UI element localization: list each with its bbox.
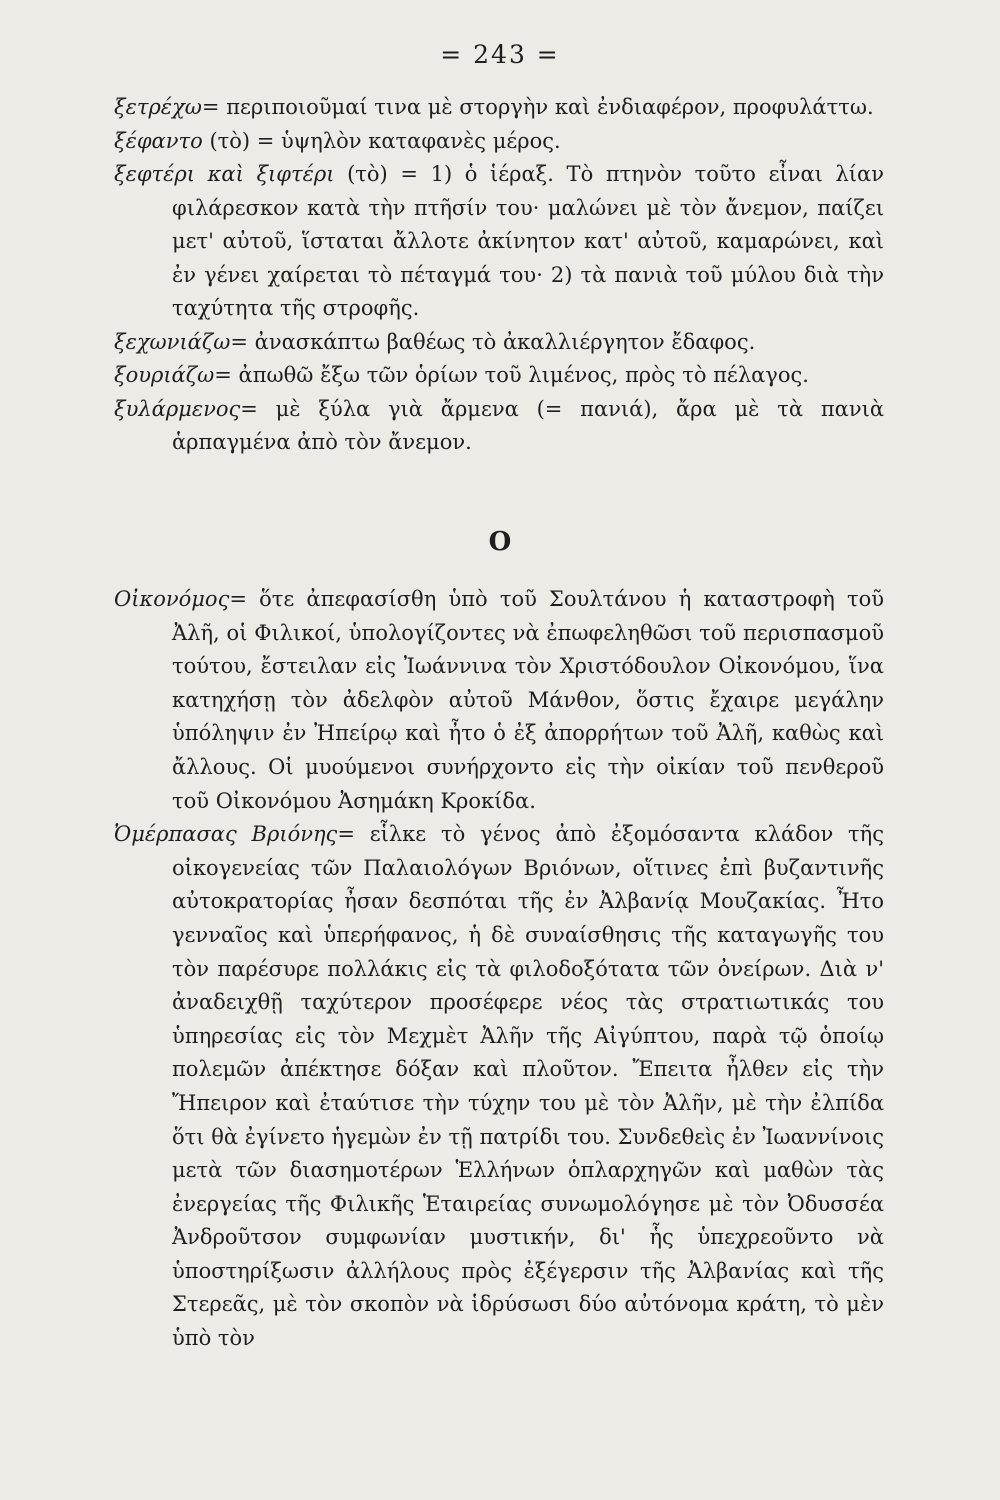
dictionary-entry bbox=[114, 91, 884, 125]
entry-definition: (τὸ) = ὑψηλὸν καταφανὲς μέρος. bbox=[209, 128, 561, 153]
dictionary-entry bbox=[114, 158, 884, 326]
section-letter-heading: O bbox=[488, 527, 512, 557]
entry-definition: = εἷλκε τὸ γένος ἀπὸ ἐξομόσαντα κλάδον τῆς οἰκογενείας τῶν Παλαιολόγων Βριόνων, οἵτινες ἐπὶ βυζαντινῆς αὐτοκρατορίας ἦσαν δεσπόται τῆς ἐν Ἀλβανίᾳ Μουζακίας. Ἦτο γενναῖος καὶ ὑπερήφανος, ἡ δὲ συναίσθησις τῆς καταγωγῆς του τὸν παρέσυρε πολλάκις εἰς τὰ φιλοδοξότατα τῶν ὀνείρων. Διὰ ν' ἀναδειχθῇ ταχύτερον προσέφερε νέος τὰς στρατιωτικάς του ὑπηρεσίας εἰς τὸν Μεχμὲτ Ἀλῆν τῆς Αἰγύπτου, παρὰ τῷ ὁποίῳ πολεμῶν ἀπέκτησε δόξαν καὶ πλοῦτον. Ἔπειτα ἦλθεν εἰς τὴν Ἤπειρον καὶ ἐταύτισε τὴν τύχην του μὲ τὸν Ἀλῆν, μὲ τὴν ἐλπίδα ὅτι θὰ ἐγίνετο ἡγεμὼν ἐν τῇ πατρίδι του. Συνδεθεὶς ἐν Ἰωαννίνοις μετὰ τῶν διασημοτέρων Ἑλλήνων ὁπλαρχηγῶν καὶ μαθὼν τὰς ἐνεργείας τῆς Φιλικῆς Ἑταιρείας συνωμολόγησε μὲ τὸν Ὀδυσσέα Ἀνδροῦτσον συμφωνίαν μυστικήν, δι' ἧς ὑπεχρεοῦντο νὰ ὑποστηρίξωσιν ἀλλήλους πρὸς ἐξέγερσιν τῆς Ἀλβανίας καὶ τῆς Στερεᾶς, μὲ τὸν σκοπὸν νὰ ἱδρύσωσι δύο αὐτόνομα κράτη, τὸ μὲν ὑπὸ τὸν bbox=[172, 822, 885, 1351]
entry-definition: = περιποιοῦμαί τινα μὲ στοργὴν καὶ ἐνδιαφέρον, προφυλάττω. bbox=[201, 95, 874, 119]
entries-block-xi bbox=[114, 91, 884, 460]
entry-lemma: ξεφτέρι καὶ ξιφτέρι bbox=[114, 162, 335, 186]
dictionary-entry bbox=[114, 359, 884, 393]
entry-definition: = ἀνασκάπτω βαθέως τὸ ἀκαλλιέργητον ἔδαφος. bbox=[230, 329, 756, 354]
entry-lemma: ξουριάζω bbox=[114, 363, 215, 387]
entries-block-omicron bbox=[114, 583, 884, 1356]
entry-definition: = ὅτε ἀπεφασίσθη ὑπὸ τοῦ Σουλτάνου ἡ καταστροφὴ τοῦ Ἀλῆ, οἱ Φιλικοί, ὑπολογίζοντες νὰ ἐπωφεληθῶσι τοῦ περισπασμοῦ τούτου, ἔστειλαν εἰς Ἰωάννινα τὸν Χριστόδουλον Οἰκονόμου, ἵνα κατηχήσῃ τὸν ἀδελφὸν αὐτοῦ Μάνθον, ὅστις ἔχαιρε μεγάλην ὑπόληψιν ἐν Ἠπείρῳ καὶ ἦτο ὁ ἐξ ἀπορρήτων τοῦ Ἀλῆ, καθὼς καὶ ἄλλους. Οἱ μυούμενοι συνήρχοντο εἰς τὴν οἰκίαν τοῦ πενθεροῦ τοῦ Οἰκονόμου Ἀσημάκη Κροκίδα. bbox=[172, 587, 884, 813]
dictionary-entry bbox=[114, 125, 884, 159]
dictionary-entry bbox=[114, 583, 884, 818]
entry-lemma: ξεχωνιάζω bbox=[114, 329, 231, 354]
entry-lemma: ξυλάρμενος bbox=[114, 396, 241, 421]
entry-definition: = μὲ ξύλα γιὰ ἄρμενα (= πανιά), ἄρα μὲ τὰ πανιὰ ἁρπαγμένα ἀπὸ τὸν ἄνεμον. bbox=[172, 396, 884, 454]
entry-lemma: ξετρέχω bbox=[114, 95, 202, 119]
entry-lemma: Οἰκονόμος bbox=[114, 587, 230, 611]
dictionary-entry bbox=[114, 818, 884, 1356]
entry-lemma: ξέφαντο bbox=[114, 128, 203, 153]
entry-definition: = ἀπωθῶ ἔξω τῶν ὁρίων τοῦ λιμένος, πρὸς τὸ πέλαγος. bbox=[214, 363, 809, 387]
page-number: = 243 = bbox=[440, 40, 560, 69]
dictionary-entry bbox=[114, 393, 884, 460]
dictionary-entry bbox=[114, 326, 884, 360]
entry-definition: (τὸ) = 1) ὁ ἱέραξ. Τὸ πτηνὸν τοῦτο εἶναι λίαν φιλάρεσκον κατὰ τὴν πτῆσίν του· μαλώνει μὲ τὸν ἄνεμον, παίζει μετ' αὐτοῦ, ἵσταται ἄλλοτε ἀκίνητον κατ' αὐτοῦ, καμαρώνει, καὶ ἐν γένει χαίρεται τὸ πέταγμά του· 2) τὰ πανιὰ τοῦ μύλου διὰ τὴν ταχύτητα τῆς στροφῆς. bbox=[172, 162, 884, 320]
entry-lemma: Ὀμέρπασας Βριόνης bbox=[114, 822, 338, 847]
